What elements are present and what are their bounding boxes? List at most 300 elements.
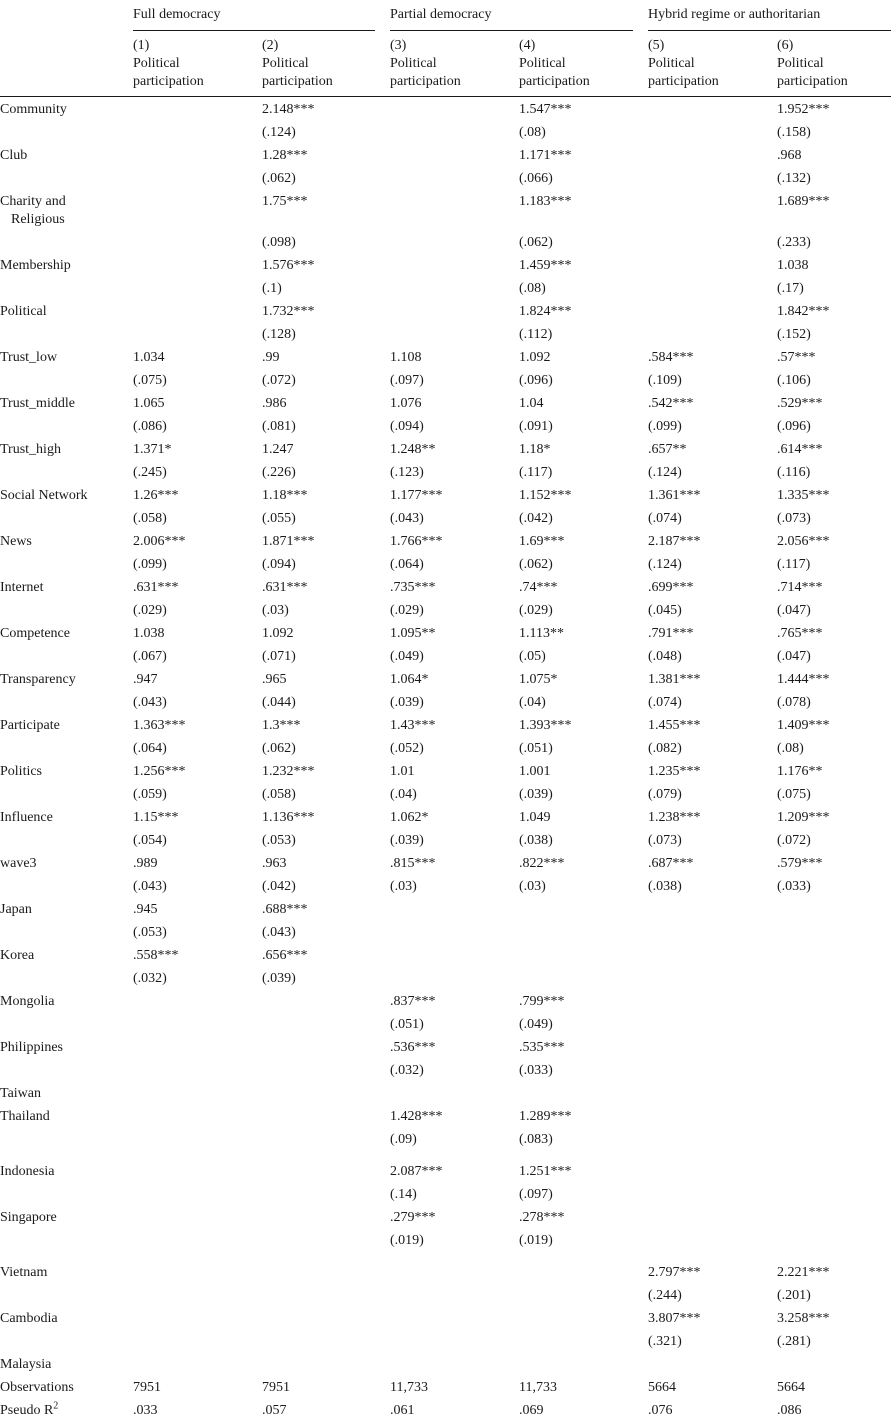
coef-cell: 2.087*** [390,1164,443,1179]
coef-cell: 1.871*** [262,534,315,549]
se-cell: (.04) [390,787,417,802]
coef-cell: 1.062* [390,810,429,825]
row-label-empty [0,1016,133,1039]
se-cell: (.201) [777,1288,811,1303]
se-cell: (.073) [648,833,682,848]
coef-cell [777,1356,891,1379]
se-cell [133,124,262,147]
se-cell: (.042) [519,511,553,526]
coef-cell: .947 [133,672,158,687]
se-cell: (.045) [648,603,682,618]
coef-cell: 1.842*** [777,304,830,319]
se-cell: (.123) [390,465,424,480]
se-cell [133,280,262,303]
se-cell: (.096) [777,419,811,434]
row-label: Social Network [0,488,88,503]
row-label-empty [0,464,133,487]
column-header-2: (2) Political participation [262,38,333,89]
se-cell [390,170,519,193]
se-cell: (.091) [519,419,553,434]
coef-cell [262,993,390,1016]
coef-cell [390,257,519,280]
coef-cell: .822*** [519,856,565,871]
se-cell: (.073) [777,511,811,526]
se-cell: (.054) [133,833,167,848]
se-cell: (.072) [777,833,811,848]
coef-cell: .989 [133,856,158,871]
row-label: News [0,534,32,549]
se-cell: (.082) [648,741,682,756]
coef-cell: 1.26*** [133,488,179,503]
se-cell: (.081) [262,419,296,434]
coef-cell: 2.221*** [777,1265,830,1280]
coef-cell [390,101,519,124]
coef-cell: 1.235*** [648,764,701,779]
se-cell [262,1186,390,1209]
coef-cell [777,1209,891,1232]
table-row [0,1310,891,1333]
coef-cell: 1.248** [390,442,436,457]
table-row-se [0,464,891,487]
coef-cell [133,257,262,280]
column-header-1: (1) Political participation [133,38,204,89]
se-cell: (.03) [519,879,546,894]
column-header-6: (6) Political participation [777,38,848,89]
coef-cell: .99 [262,350,280,365]
coef-cell [777,1108,891,1131]
se-cell [648,170,777,193]
row-label: Trust_high [0,442,61,457]
table-row-se [0,1186,891,1209]
coef-cell: 1.363*** [133,718,186,733]
se-cell [262,1232,390,1264]
table-row [0,809,891,832]
coef-cell [390,193,519,234]
coef-cell [648,303,777,326]
table-row [0,1085,891,1108]
row-label: Charity and Religious [0,194,66,227]
se-cell: (.044) [262,695,296,710]
coef-cell: 1.75*** [262,194,308,209]
se-cell [648,1186,777,1209]
se-cell: (.032) [390,1063,424,1078]
table-row-se [0,510,891,533]
table-row-se [0,418,891,441]
se-cell: (.047) [777,649,811,664]
se-cell: (.321) [648,1334,682,1349]
se-cell: (.043) [390,511,424,526]
se-cell [519,970,648,993]
coef-cell [648,1163,777,1186]
se-cell: (.039) [262,971,296,986]
se-cell: (.124) [648,465,682,480]
se-cell: (.043) [133,695,167,710]
table-row [0,717,891,740]
table-row [0,303,891,326]
coef-cell: 1.732*** [262,304,315,319]
se-cell: (.106) [777,373,811,388]
se-cell [133,1287,262,1310]
coef-cell: 1.075* [519,672,558,687]
se-cell: (.116) [777,465,811,480]
coef-cell [648,1039,777,1062]
se-cell [262,1016,390,1039]
row-label-empty [0,1287,133,1310]
se-cell: (.029) [133,603,167,618]
row-label-empty [0,170,133,193]
se-cell [390,326,519,349]
table-row [0,671,891,694]
coef-cell: 2.148*** [262,102,315,117]
coef-cell: 1.335*** [777,488,830,503]
table-row [0,901,891,924]
se-cell [262,1287,390,1310]
coef-cell [648,1209,777,1232]
stat-cell: 7951 [262,1380,290,1395]
coef-cell: .968 [777,148,802,163]
coef-cell [390,1085,519,1108]
row-label: Thailand [0,1109,50,1124]
se-cell: (.1) [262,281,282,296]
se-cell: (.14) [390,1187,417,1202]
coef-cell: .799*** [519,994,565,1009]
row-label: Influence [0,810,53,825]
coef-cell [133,1264,262,1287]
table-row-se [0,1131,891,1163]
coef-cell: .614*** [777,442,823,457]
column-header-4: (4) Political participation [519,38,590,89]
coef-cell: .542*** [648,396,694,411]
coef-cell [133,1108,262,1131]
stat-cell: .057 [262,1403,287,1418]
se-cell: (.17) [777,281,804,296]
table-row-se [0,878,891,901]
coef-cell: 1.444*** [777,672,830,687]
table-row-se [0,1062,891,1085]
coef-cell [519,1085,648,1108]
row-label: Participate [0,718,60,733]
coef-cell [390,303,519,326]
coef-cell: .584*** [648,350,694,365]
coef-cell [133,1163,262,1186]
se-cell: (.124) [262,125,296,140]
table-row-se [0,1016,891,1039]
coef-cell [133,303,262,326]
row-label-empty [0,510,133,533]
coef-cell: 1.183*** [519,194,572,209]
se-cell [519,1333,648,1356]
se-cell [133,1062,262,1085]
coef-cell [262,1310,390,1333]
coef-cell: 2.006*** [133,534,186,549]
se-cell [648,1062,777,1085]
se-cell: (.058) [262,787,296,802]
table-row-se [0,1232,891,1264]
row-label-empty [0,1333,133,1356]
se-cell: (.067) [133,649,167,664]
se-cell: (.058) [133,511,167,526]
coef-cell: 1.371* [133,442,172,457]
se-cell [390,234,519,257]
coef-cell: 1.065 [133,396,165,411]
coef-cell: 1.766*** [390,534,443,549]
se-cell: (.078) [777,695,811,710]
se-cell: (.029) [390,603,424,618]
coef-cell: 2.056*** [777,534,830,549]
se-cell: (.039) [390,695,424,710]
se-cell [648,326,777,349]
stats-row [0,1379,891,1402]
row-label: wave3 [0,856,37,871]
row-label-empty [0,556,133,579]
coef-cell [390,1310,519,1333]
se-cell: (.048) [648,649,682,664]
se-cell: (.049) [519,1017,553,1032]
se-cell: (.096) [519,373,553,388]
se-cell: (.117) [777,557,811,572]
coef-cell: .536*** [390,1040,436,1055]
se-cell: (.04) [519,695,546,710]
se-cell: (.039) [390,833,424,848]
table-row [0,101,891,124]
se-cell [133,326,262,349]
coef-cell: .74*** [519,580,558,595]
row-label-empty [0,124,133,147]
coef-cell [777,901,891,924]
row-label: Vietnam [0,1265,48,1280]
coef-cell [648,901,777,924]
row-label-empty [0,372,133,395]
row-label-empty [0,602,133,625]
se-cell: (.051) [519,741,553,756]
se-cell [648,124,777,147]
table-row-se [0,234,891,257]
stat-cell: 5664 [648,1380,676,1395]
column-header-5: (5) Political participation [648,38,719,89]
row-label-empty [0,1131,133,1163]
coef-cell: 1.455*** [648,718,701,733]
coef-cell: .279*** [390,1210,436,1225]
se-cell: (.059) [133,787,167,802]
row-label-empty [0,1232,133,1264]
se-cell [777,1062,891,1085]
row-label-empty [0,924,133,947]
se-cell: (.053) [133,925,167,940]
row-label: Politics [0,764,43,779]
table-row [0,1108,891,1131]
row-label-empty [0,740,133,763]
se-cell: (.109) [648,373,682,388]
row-label-empty [0,832,133,855]
coef-cell: 1.049 [519,810,551,825]
se-cell: (.052) [390,741,424,756]
coef-cell: 1.43*** [390,718,436,733]
table-row [0,349,891,372]
se-cell: (.074) [648,511,682,526]
coef-cell: .963 [262,856,287,871]
se-cell: (.064) [390,557,424,572]
coef-cell [133,193,262,234]
row-label: Political [0,304,47,319]
coef-cell: 1.393*** [519,718,572,733]
coef-cell: .535*** [519,1040,565,1055]
row-label: Malaysia [0,1357,52,1372]
table-header [0,0,891,97]
se-cell: (.281) [777,1334,811,1349]
se-cell: (.074) [648,695,682,710]
coef-cell [648,947,777,970]
coef-cell: 3.258*** [777,1311,830,1326]
se-cell: (.062) [262,171,296,186]
coef-cell [262,1039,390,1062]
coef-cell: 1.232*** [262,764,315,779]
coef-cell: .699*** [648,580,694,595]
se-cell [262,1131,390,1163]
row-label-empty [0,648,133,671]
se-cell: (.226) [262,465,296,480]
row-label-empty [0,1062,133,1085]
stats-row [0,1402,891,1425]
group-rule-full [133,30,375,31]
coef-cell [133,101,262,124]
coef-cell: 1.176** [777,764,823,779]
se-cell [777,1186,891,1209]
coef-cell [390,1264,519,1287]
row-label-empty [0,418,133,441]
coef-cell [648,993,777,1016]
coef-cell [648,1085,777,1108]
group-rule-partial [390,30,633,31]
coef-cell: 1.689*** [777,194,830,209]
coef-cell: 1.256*** [133,764,186,779]
se-cell [648,234,777,257]
coef-cell: .656*** [262,948,308,963]
row-label: Indonesia [0,1164,55,1179]
coef-cell: 1.034 [133,350,165,365]
coef-cell: .631*** [262,580,308,595]
coef-cell: 1.238*** [648,810,701,825]
se-cell: (.245) [133,465,167,480]
group-label-full-democracy: Full democracy [133,7,221,22]
se-cell: (.032) [133,971,167,986]
coef-cell [262,1108,390,1131]
table-row [0,395,891,418]
se-cell: (.112) [519,327,553,342]
se-cell [390,970,519,993]
se-cell: (.051) [390,1017,424,1032]
group-label-hybrid-regime: Hybrid regime or authoritarian [648,7,821,22]
row-label: Club [0,148,28,163]
se-cell: (.064) [133,741,167,756]
se-cell: (.158) [777,125,811,140]
coef-cell: 1.038 [777,258,809,273]
coef-cell: 2.797*** [648,1265,701,1280]
coef-cell: 1.247 [262,442,294,457]
coef-cell: .631*** [133,580,179,595]
table-row [0,487,891,510]
stat-label: Observations [0,1380,74,1395]
coef-cell: 1.092 [519,350,551,365]
table-row [0,855,891,878]
se-cell: (.128) [262,327,296,342]
se-cell: (.066) [519,171,553,186]
se-cell: (.039) [519,787,553,802]
se-cell: (.072) [262,373,296,388]
se-cell [777,1232,891,1264]
stat-cell: .086 [777,1403,802,1418]
se-cell [648,970,777,993]
se-cell [777,970,891,993]
row-label: Korea [0,948,35,963]
coef-cell: 1.136*** [262,810,315,825]
se-cell: (.097) [519,1187,553,1202]
coef-cell [519,1264,648,1287]
se-cell: (.08) [777,741,804,756]
table-row [0,947,891,970]
coef-cell [133,1039,262,1062]
coef-cell: 1.547*** [519,102,572,117]
group-label-partial-democracy: Partial democracy [390,7,492,22]
coef-cell: 1.04 [519,396,544,411]
coef-cell [133,993,262,1016]
row-label: Trust_middle [0,396,75,411]
table-row [0,1356,891,1379]
se-cell [519,924,648,947]
coef-cell: 1.69*** [519,534,565,549]
se-cell [648,280,777,303]
coef-cell: 1.092 [262,626,294,641]
table-row-se [0,1333,891,1356]
se-cell: (.132) [777,171,811,186]
se-cell [777,924,891,947]
coef-cell [262,1264,390,1287]
table-row [0,625,891,648]
coef-cell: .837*** [390,994,436,1009]
se-cell: (.05) [519,649,546,664]
coef-cell: 1.038 [133,626,165,641]
coef-cell [133,1085,262,1108]
coef-cell: 1.3*** [262,718,301,733]
se-cell [648,1232,777,1264]
coef-cell: 1.01 [390,764,415,779]
coef-cell: .965 [262,672,287,687]
table-row-se [0,602,891,625]
se-cell: (.053) [262,833,296,848]
se-cell: (.055) [262,511,296,526]
se-cell: (.042) [262,879,296,894]
stat-cell: 5664 [777,1380,805,1395]
se-cell: (.03) [390,879,417,894]
stat-cell: .061 [390,1403,415,1418]
table-row-se [0,1287,891,1310]
se-cell: (.049) [390,649,424,664]
group-rule-hybrid [648,30,891,31]
se-cell [133,1333,262,1356]
table-row [0,579,891,602]
se-cell: (.098) [262,235,296,250]
coef-cell: 1.251*** [519,1164,572,1179]
se-cell [390,1287,519,1310]
coef-cell: .657** [648,442,687,457]
coef-cell: .579*** [777,856,823,871]
row-label-empty [0,280,133,303]
table-row [0,441,891,464]
table-row-se [0,924,891,947]
coef-cell: 1.095** [390,626,436,641]
se-cell: (.033) [519,1063,553,1078]
coef-cell [390,947,519,970]
se-cell: (.099) [648,419,682,434]
